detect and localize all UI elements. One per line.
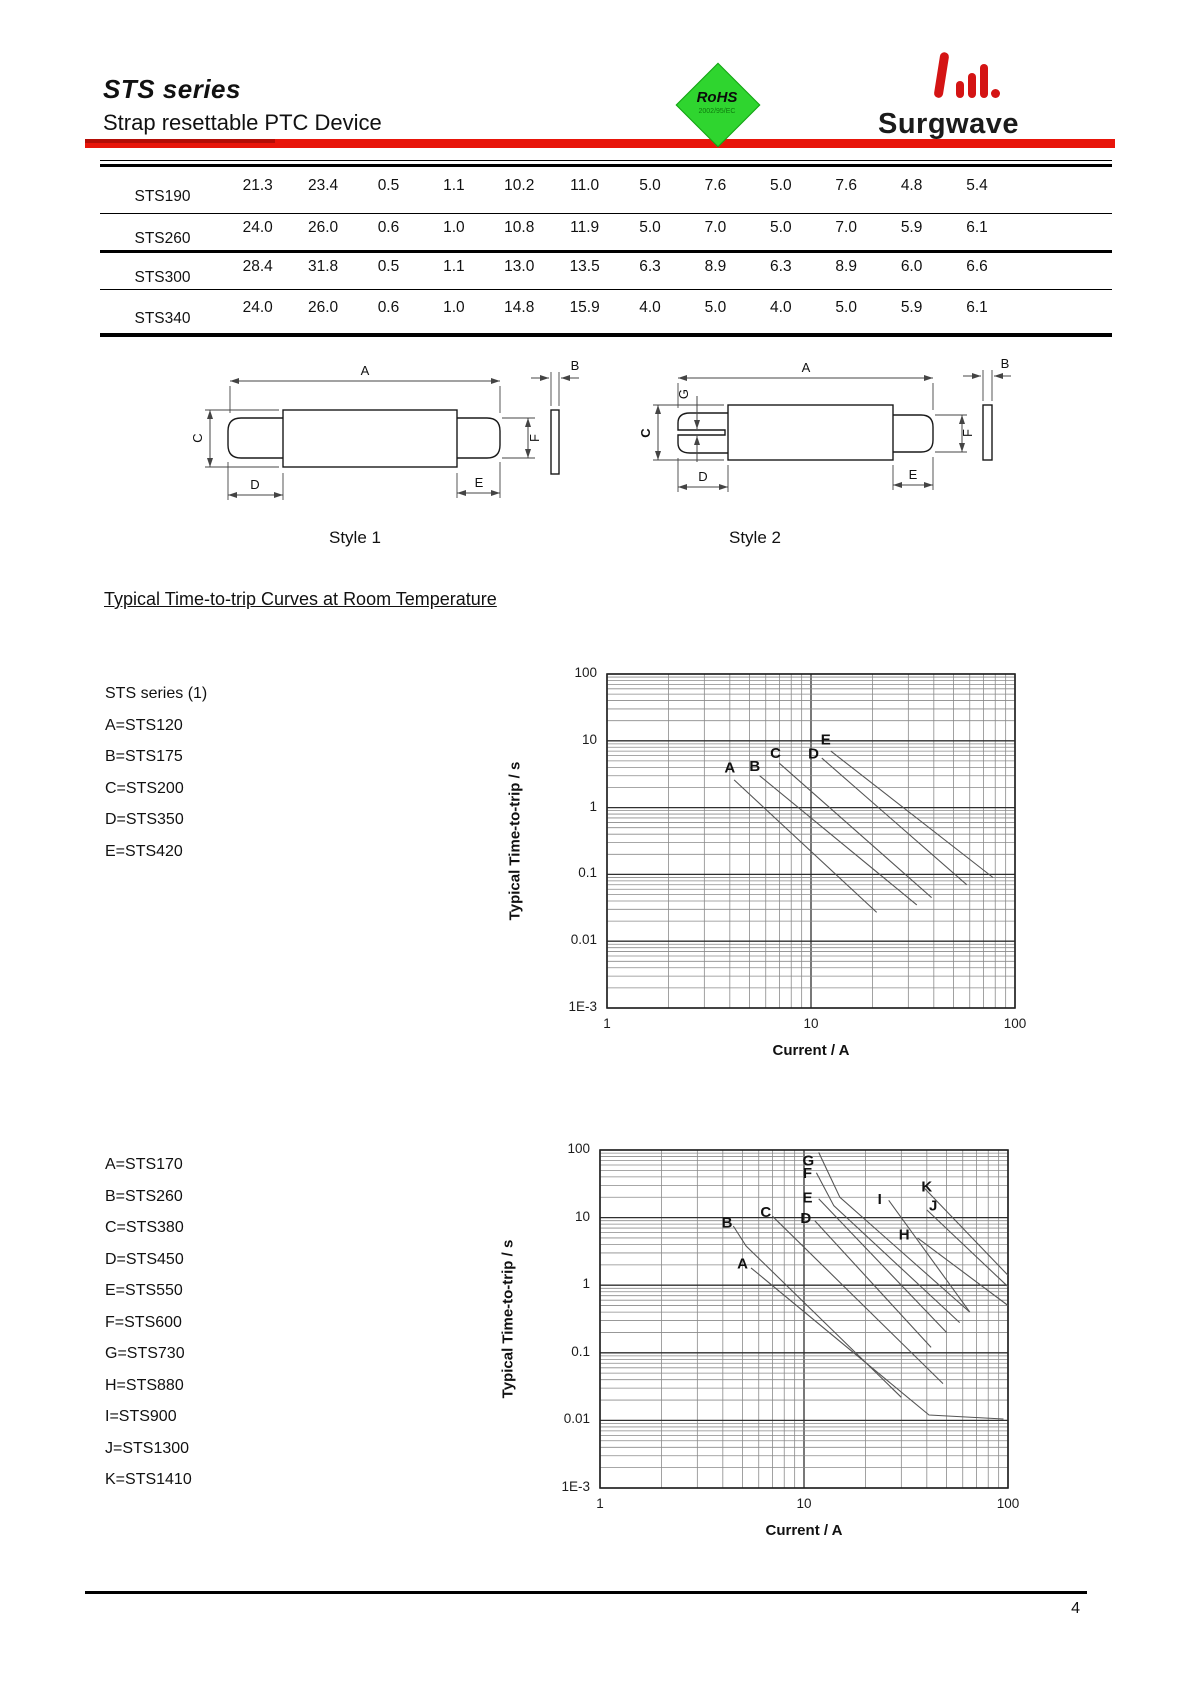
model-cell: STS300 (134, 269, 191, 286)
value-cell: 5.0 (704, 298, 727, 316)
y-tick-label: 10 (581, 731, 597, 747)
brand-logo (870, 50, 1130, 145)
curve-label-D: D (808, 745, 820, 763)
footer-rule (85, 1591, 1087, 1594)
style1-dim-C: C (190, 433, 205, 443)
style2-side-view (983, 405, 992, 460)
value-cell: 4.0 (639, 298, 661, 316)
table-row (100, 167, 1112, 214)
style1-dim-E: E (474, 475, 484, 490)
model-cell: STS190 (134, 188, 191, 205)
style2-strap-left-forked (678, 413, 728, 453)
style2-strap-right (893, 415, 933, 452)
value-cell: 4.8 (900, 177, 923, 194)
y-tick-label: 10 (574, 1208, 590, 1224)
value-cell: 5.0 (835, 298, 857, 316)
value-cell: 5.4 (966, 177, 988, 194)
legend-item: H=STS880 (105, 1376, 184, 1394)
value-cell: 6.3 (770, 258, 792, 275)
curve-label-F: F (802, 1164, 813, 1182)
legend-item: I=STS900 (105, 1408, 177, 1425)
model-cell: STS260 (134, 230, 191, 247)
header-accent-bar-dark (85, 139, 275, 143)
value-cell: 7.6 (704, 177, 727, 194)
legend-item: E=STS420 (105, 842, 183, 860)
value-cell: 1.1 (443, 177, 465, 194)
value-cell: 14.8 (504, 298, 535, 316)
x-tick-label: 10 (796, 1496, 812, 1511)
style2-dim-C: C (638, 428, 653, 438)
value-cell: 4.0 (770, 298, 792, 316)
surgwave-wave-icon (925, 50, 1007, 106)
legend-item: C=STS200 (105, 779, 184, 797)
curve-A (751, 1268, 1004, 1419)
legend-item: B=STS260 (105, 1187, 183, 1205)
curve-label-K: K (921, 1178, 933, 1196)
value-cell: 13.5 (569, 258, 600, 275)
value-cell: 28.4 (242, 258, 273, 275)
y-tick-label: 100 (574, 665, 597, 680)
value-cell: 6.6 (966, 258, 988, 275)
value-cell: 7.0 (704, 219, 727, 236)
curve-label-E: E (802, 1189, 813, 1207)
rohs-directive: 2002/95/EC (698, 108, 736, 115)
page-title: STS series (103, 74, 241, 104)
curve-label-G: G (802, 1152, 815, 1170)
page-number: 4 (1071, 1600, 1080, 1617)
y-tick-label: 0.1 (571, 1343, 590, 1359)
value-cell: 6.3 (639, 258, 661, 275)
y-tick-label: 1E-3 (568, 999, 597, 1014)
style1-strap-right (457, 418, 500, 458)
legend-item: F=STS600 (105, 1313, 182, 1331)
page-subtitle: Strap resettable PTC Device (103, 110, 382, 135)
x-tick-label: 100 (996, 1496, 1020, 1511)
y-tick-label: 1 (589, 798, 597, 814)
legend-item: E=STS550 (105, 1282, 183, 1299)
style1-dim-A: A (360, 363, 370, 378)
table-row (100, 290, 1112, 337)
style2-drawing (612, 342, 1012, 517)
y-axis-label: Typical Time-to-trip / s (499, 1239, 517, 1399)
y-tick-label: 0.1 (578, 865, 597, 881)
value-cell: 26.0 (308, 298, 339, 316)
legend-item: B=STS175 (105, 748, 183, 765)
value-cell: 21.3 (242, 177, 273, 194)
chart2-plot (600, 1150, 1008, 1488)
style1-dim-F: F (527, 434, 542, 442)
value-cell: 0.5 (377, 177, 400, 194)
value-cell: 0.6 (377, 219, 400, 236)
curve-label-A: A (737, 1255, 749, 1273)
table-top-rule-thin (100, 160, 1112, 161)
style1-side-view (551, 410, 559, 474)
chart2-legend (105, 1149, 192, 1496)
x-axis-label: Current / A (772, 1042, 850, 1059)
value-cell: 8.9 (704, 258, 727, 275)
value-cell: 5.0 (770, 177, 792, 194)
style2-dim-F: F (960, 429, 975, 437)
value-cell: 6.1 (966, 219, 988, 236)
value-cell: 26.0 (308, 219, 339, 236)
curve-K (925, 1188, 1008, 1275)
value-cell: 24.0 (242, 219, 273, 236)
legend-item: A=STS170 (105, 1156, 183, 1173)
curve-label-J: J (929, 1197, 938, 1215)
y-tick-label: 100 (567, 1141, 590, 1156)
curve-label-E: E (820, 731, 831, 749)
value-cell: 1.1 (443, 258, 465, 275)
x-tick-label: 100 (1003, 1016, 1027, 1031)
table-row (100, 253, 1112, 290)
rohs-label: RoHS (696, 89, 738, 106)
chart1-plot (607, 674, 1015, 1008)
x-tick-label: 1 (596, 1496, 604, 1511)
spec-table (100, 160, 1112, 337)
curve-label-D: D (800, 1210, 812, 1228)
value-cell: 23.4 (308, 177, 339, 194)
curve-label-A: A (724, 759, 736, 777)
section-heading: Typical Time-to-trip Curves at Room Temperature (104, 589, 497, 609)
spec-table-rows (100, 167, 1112, 337)
curve-label-C: C (760, 1204, 772, 1222)
legend-item: D=STS350 (105, 811, 184, 828)
style2-dim-A: A (801, 360, 811, 375)
value-cell: 13.0 (504, 258, 535, 275)
table-row (100, 214, 1112, 253)
curve-label-B: B (721, 1214, 733, 1232)
value-cell: 11.0 (570, 177, 600, 194)
value-cell: 5.0 (770, 219, 792, 236)
y-tick-label: 0.01 (570, 932, 597, 948)
value-cell: 6.1 (966, 298, 988, 316)
value-cell: 11.9 (570, 219, 600, 236)
style1-drawing (185, 342, 580, 517)
style2-caption: Style 2 (729, 528, 781, 547)
curve-D (822, 758, 967, 885)
value-cell: 24.0 (242, 298, 273, 316)
x-tick-label: 1 (603, 1016, 611, 1031)
value-cell: 0.6 (377, 298, 400, 316)
value-cell: 1.0 (443, 298, 465, 316)
legend-item: D=STS450 (105, 1250, 184, 1268)
curve-A (734, 780, 877, 913)
value-cell: 0.5 (377, 258, 400, 275)
value-cell: 1.0 (443, 219, 465, 236)
value-cell: 31.8 (308, 258, 339, 275)
style2-dim-E: E (908, 467, 918, 482)
rohs-badge (667, 54, 767, 154)
value-cell: 10.8 (504, 219, 535, 236)
legend-item: K=STS1410 (105, 1471, 192, 1488)
style1-dim-D: D (250, 477, 260, 492)
value-cell: 10.2 (504, 177, 535, 194)
x-axis-label: Current / A (765, 1522, 843, 1539)
style2-device-body (728, 405, 893, 460)
legend-item: A=STS120 (105, 716, 183, 734)
x-tick-label: 10 (803, 1016, 819, 1031)
style2-dim-B: B (1000, 356, 1010, 371)
model-cell: STS340 (134, 309, 191, 327)
y-tick-label: 0.01 (563, 1411, 590, 1427)
legend-item: G=STS730 (105, 1345, 185, 1362)
curve-label-B: B (749, 758, 761, 775)
style2-dim-D: D (698, 469, 708, 484)
style2-dim-G: G (676, 388, 691, 400)
value-cell: 5.9 (900, 298, 923, 316)
y-tick-label: 1E-3 (561, 1479, 590, 1494)
y-tick-label: 1 (582, 1276, 590, 1292)
legend-item: C=STS380 (105, 1219, 184, 1236)
chart1-legend-title: STS series (1) (105, 685, 208, 702)
style1-device-body (283, 410, 457, 467)
chart1-legend (105, 678, 207, 867)
curve-label-C: C (770, 744, 781, 762)
curve-label-I: I (877, 1190, 882, 1208)
value-cell: 7.6 (835, 177, 857, 194)
value-cell: 15.9 (569, 298, 600, 316)
value-cell: 5.0 (639, 219, 661, 236)
curve-label-H: H (898, 1226, 910, 1244)
y-axis-label: Typical Time-to-trip / s (506, 761, 524, 921)
curve-B (760, 776, 917, 905)
value-cell: 8.9 (835, 258, 857, 275)
style1-dim-B: B (570, 358, 580, 373)
value-cell: 5.9 (900, 219, 923, 236)
curve-D (815, 1221, 931, 1348)
style1-caption: Style 1 (329, 528, 381, 547)
style1-strap-left (228, 418, 283, 458)
value-cell: 7.0 (835, 219, 857, 236)
brand-name: Surgwave (878, 108, 1019, 140)
value-cell: 6.0 (900, 258, 923, 275)
legend-item: J=STS1300 (105, 1439, 190, 1457)
value-cell: 5.0 (639, 177, 661, 194)
